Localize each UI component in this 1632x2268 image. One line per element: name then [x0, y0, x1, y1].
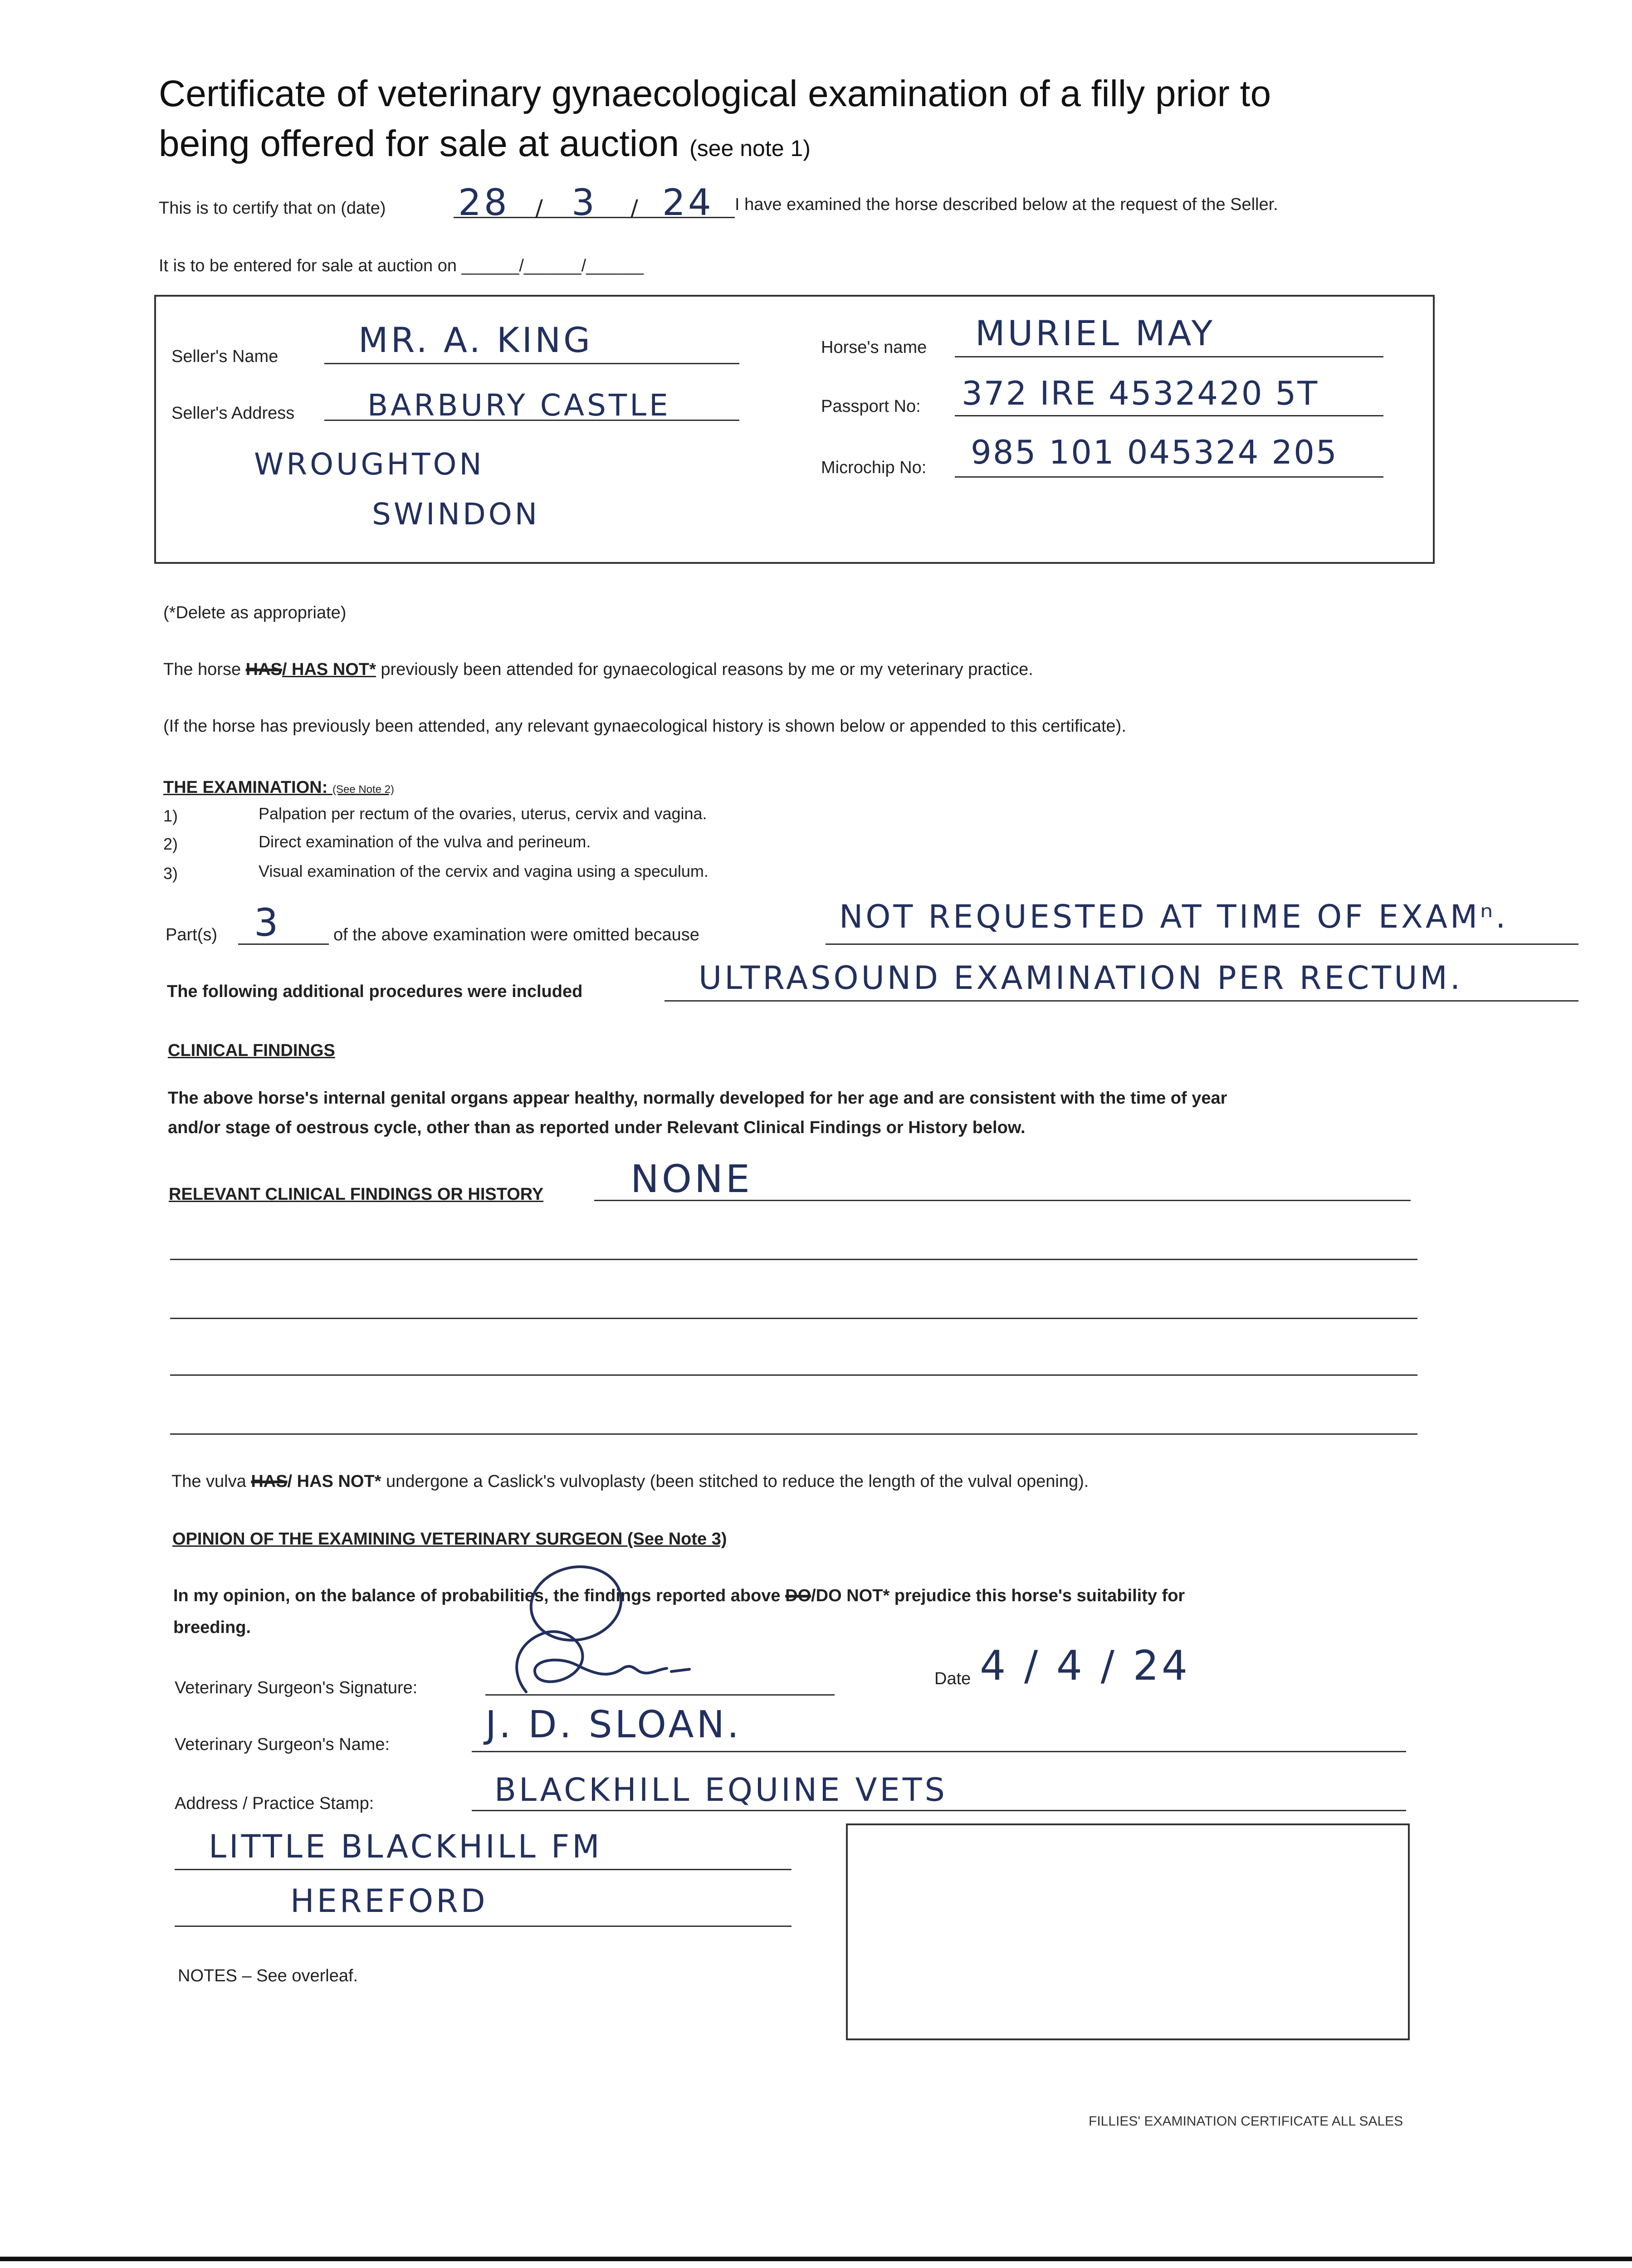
attendance-has-struck: HAS	[245, 660, 282, 679]
exam-item-1-text: Palpation per rectum of the ovaries, uterus, cervix and vagina.	[259, 804, 707, 823]
passport-label: Passport No:	[821, 397, 921, 416]
additional-label: The following additional procedures were included	[167, 982, 583, 1001]
seller-address-line1: BARBURY CASTLE	[367, 388, 671, 423]
vulva-has-not: / HAS NOT*	[287, 1472, 381, 1491]
exam-item-2-num: 2)	[163, 835, 178, 853]
microchip-value: 985 101 045324 205	[971, 433, 1338, 471]
examination-heading-note: (See Note 2)	[332, 783, 395, 796]
certificate-title-line2	[159, 122, 811, 165]
omitted-label: of the above examination were omitted because	[333, 925, 699, 944]
clinical-text-line2: and/or stage of oestrous cycle, other than as reported under Relevant Clinical Findings or History below.	[168, 1118, 1026, 1137]
parts-value: 3	[254, 900, 281, 945]
opinion-heading: OPINION OF THE EXAMINING VETERINARY SURGEON (See Note 3)	[172, 1530, 727, 1549]
clinical-text-line1: The above horse's internal genital organs appear healthy, normally developed for her age and are consistent with the time of year	[168, 1089, 1227, 1108]
exam-date-year: 24	[662, 181, 714, 224]
seller-name-value: MR. A. KING	[358, 320, 593, 360]
practice-address-label: Address / Practice Stamp:	[175, 1794, 374, 1813]
attendance-statement	[163, 660, 1033, 679]
notes-see-overleaf: NOTES – See overleaf.	[178, 1966, 358, 1985]
vulva-statement	[171, 1472, 1089, 1491]
exam-item-1-num: 1)	[163, 807, 178, 825]
seller-address-label: Seller's Address	[171, 404, 295, 423]
vulva-prefix: The vulva	[171, 1472, 246, 1491]
practice-address-line3: HEREFORD	[290, 1882, 488, 1920]
seller-name-label: Seller's Name	[171, 347, 279, 366]
exam-date-day: 28	[458, 181, 510, 224]
findings-line-4	[170, 1374, 1417, 1376]
omitted-value: NOT REQUESTED AT TIME OF EXAMⁿ.	[839, 898, 1509, 935]
vet-signature	[499, 1615, 753, 1706]
relevant-findings-value: NONE	[630, 1157, 752, 1201]
certificate-title-note: (see note 1)	[689, 136, 811, 161]
findings-line-2	[170, 1259, 1417, 1260]
examination-heading-text: THE EXAMINATION:	[163, 778, 328, 797]
vulva-has-struck: HAS	[251, 1472, 288, 1491]
opinion-line2: breeding.	[173, 1618, 251, 1637]
exam-item-3-text: Visual examination of the cervix and vagina using a speculum.	[259, 862, 709, 880]
seller-address-line2: WROUGHTON	[254, 447, 484, 482]
vet-name-value: J. D. SLOAN.	[485, 1703, 742, 1746]
parts-label: Part(s)	[166, 925, 217, 944]
findings-line-5	[170, 1433, 1417, 1435]
exam-item-3-num: 3)	[163, 864, 178, 883]
vulva-suffix: undergone a Caslick's vulvoplasty (been stitched to reduce the length of the vulval opening).	[386, 1472, 1089, 1491]
exam-date-month: 3	[572, 181, 597, 224]
certificate-title-text: being offered for sale at auction	[159, 123, 679, 164]
attendance-has-not: / HAS NOT*	[282, 660, 376, 679]
signature-label: Veterinary Surgeon's Signature:	[175, 1678, 418, 1697]
exam-date-sep-1: /	[535, 195, 546, 221]
examination-heading	[163, 778, 394, 797]
opinion-do-struck: DO	[785, 1586, 811, 1605]
delete-note: (*Delete as appropriate)	[163, 603, 347, 622]
attendance-suffix: previously been attended for gynaecological reasons by me or my veterinary practice.	[381, 660, 1033, 679]
horse-name-label: Horse's name	[821, 338, 927, 357]
sign-date-value: 4 / 4 / 24	[980, 1642, 1191, 1690]
certify-suffix: I have examined the horse described below at the request of the Seller.	[735, 195, 1278, 214]
passport-value: 372 IRE 4532420 5T	[962, 374, 1319, 412]
exam-item-2-text: Direct examination of the vulva and perineum.	[259, 832, 591, 851]
findings-line-3	[170, 1318, 1417, 1319]
auction-date-line: It is to be entered for sale at auction on ______/______/______	[159, 256, 644, 275]
attendance-prefix: The horse	[163, 660, 241, 679]
practice-address-line2: LITTLE BLACKHILL FM	[209, 1828, 602, 1865]
microchip-label: Microchip No:	[821, 458, 927, 477]
practice-stamp-box	[846, 1823, 1410, 2040]
horse-name-value: MURIEL MAY	[975, 313, 1216, 353]
exam-date-sep-2: /	[630, 195, 641, 221]
opinion-line1	[173, 1586, 1185, 1606]
practice-address-line1: BLACKHILL EQUINE VETS	[494, 1771, 948, 1809]
seller-address-line3: SWINDON	[372, 497, 540, 532]
date-label: Date	[934, 1669, 971, 1688]
vet-name-label: Veterinary Surgeon's Name:	[175, 1735, 390, 1754]
opinion-line1-a: In my opinion, on the balance of probabilities, the findings reported above	[173, 1586, 781, 1605]
seller-horse-box	[154, 295, 1435, 564]
opinion-line1-b: /DO NOT* prejudice this horse's suitability for	[811, 1586, 1185, 1605]
certify-prefix: This is to certify that on (date)	[159, 199, 386, 218]
clinical-findings-heading: CLINICAL FINDINGS	[168, 1041, 335, 1060]
certificate-title-line1: Certificate of veterinary gynaecological examination of a filly prior to	[159, 73, 1271, 114]
relevant-findings-label: RELEVANT CLINICAL FINDINGS OR HISTORY	[169, 1185, 544, 1204]
history-note: (If the horse has previously been attended, any relevant gynaecological history is shown below or appended to this certificate).	[163, 717, 1126, 736]
form-footer: FILLIES' EXAMINATION CERTIFICATE ALL SALES	[1089, 2114, 1403, 2129]
additional-value: ULTRASOUND EXAMINATION PER RECTUM.	[699, 959, 1463, 997]
